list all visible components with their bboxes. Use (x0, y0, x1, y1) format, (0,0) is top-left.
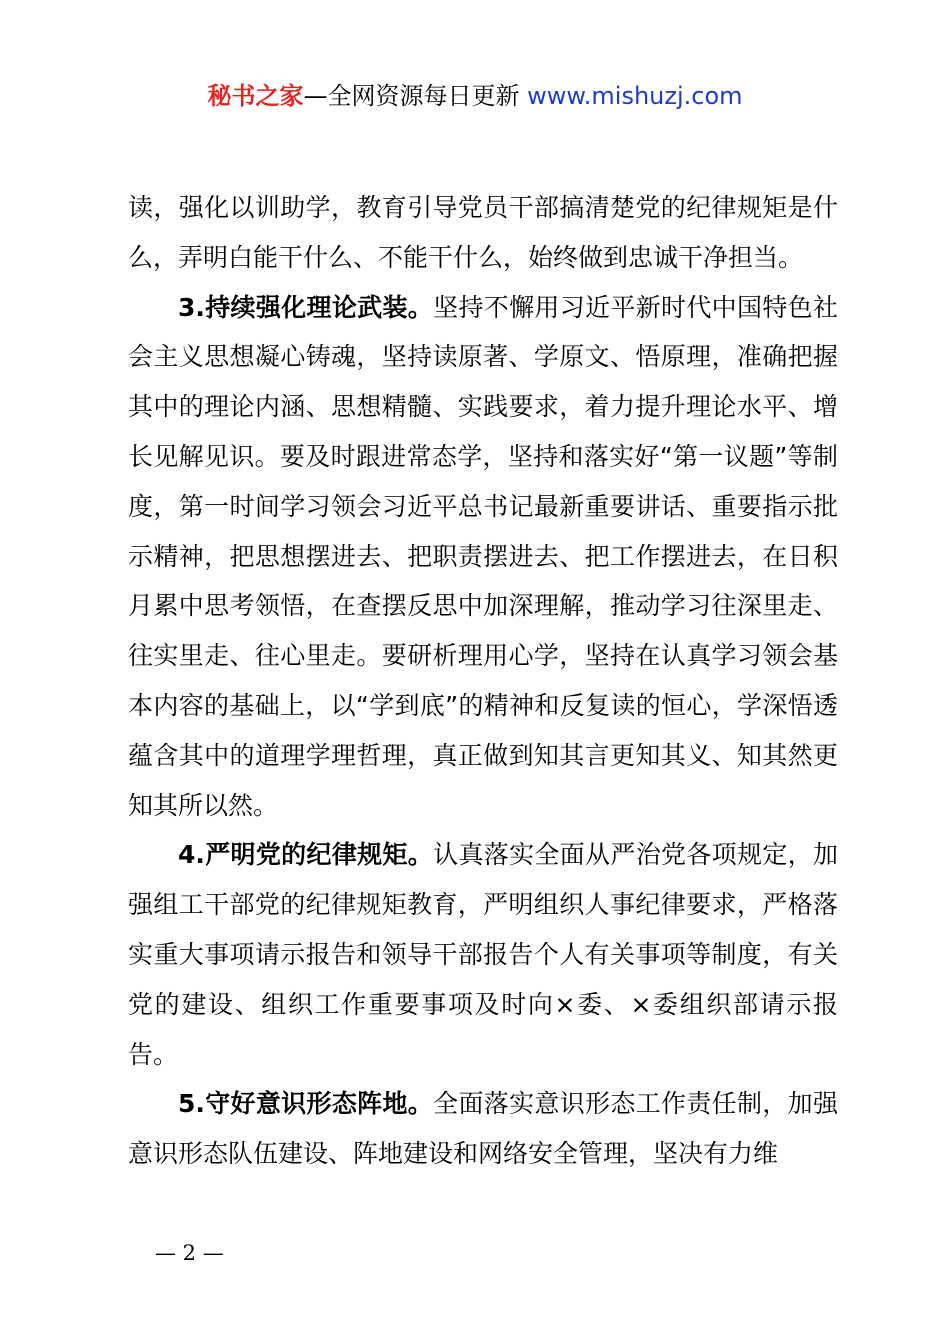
paragraph-continued (128, 183, 838, 283)
paragraph-ideology (128, 1079, 838, 1179)
site-brand: 秘书之家 (207, 82, 304, 110)
paragraph-heading: 3.持续强化理论武装。 (178, 292, 434, 322)
paragraph-text: 全面落实意识形态工作责任制，加强意识形态队伍建设、阵地建设和网络安全管理，坚决有力维 (128, 1089, 838, 1169)
paragraph-text: 坚持不懈用习近平新时代中国特色社会主义思想凝心铸魂，坚持读原著、学原文、悟原理，准确把握其中的理论内涵、思想精髓、实践要求，着力提升理论水平、增长见解见识。要及时跟进常态学，坚持和落实好“第一议题”等制度，第一时间学习领会习近平总书记最新重要讲话、重要指示批示精神，把思想摆进去、把职责摆进去、把工作摆进去，在日积月累中思考领悟，在查摆反思中加深理解，推动学习往深里走、往实里走、往心里走。要研析理用心学，坚持在认真学习领会基本内容的基础上，以“学到底”的精神和反复读的恒心，学深悟透蕴含其中的道理学理哲理，真正做到知其言更知其义、知其然更知其所以然。 (128, 292, 838, 820)
site-tagline: —全网资源每日更新 (303, 82, 528, 110)
paragraph-text: 读，强化以训助学，教育引导党员干部搞清楚党的纪律规矩是什么，弄明白能干什么、不能干什么，始终做到忠诚干净担当。 (128, 193, 838, 272)
page-number: — 2 — (155, 1241, 224, 1265)
paragraph-heading: 4.严明党的纪律规矩。 (178, 840, 434, 870)
paragraph-heading: 5.守好意识形态阵地。 (178, 1089, 434, 1119)
paragraph-discipline (128, 830, 838, 1079)
paragraph-text: 认真落实全面从严治党各项规定，加强组工干部党的纪律规矩教育，严明组织人事纪律要求，严格落实重大事项请示报告和领导干部报告个人有关事项等制度，有关党的建设、组织工作重要事项及时向×委、×委组织部请示报告。 (128, 840, 838, 1069)
site-header (0, 80, 950, 112)
document-body (128, 183, 838, 1179)
paragraph-theory (128, 283, 838, 831)
site-url-link[interactable]: www.mishuzj.com (527, 82, 743, 110)
